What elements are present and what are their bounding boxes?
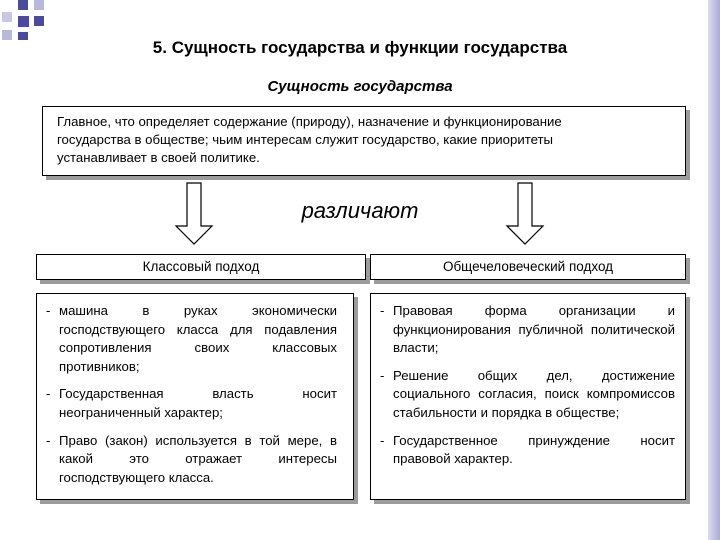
list-item: - машина в руках экономически господствующего класса для подавления сопротивления своих классовых противников; <box>43 302 337 376</box>
list-item: - Правовая форма организации и функционирования публичной политической власти; <box>377 302 675 358</box>
universal-approach-heading: Общечеловеческий подход <box>442 259 614 274</box>
definition-line: государства в обществе; чьим интересам служит государство, какие приоритеты <box>57 132 553 147</box>
corner-square-light <box>34 0 44 10</box>
list-item: - Государственное принуждение носит правовой характер. <box>377 432 675 469</box>
corner-square-dark <box>34 16 44 26</box>
corner-square-light <box>2 12 12 22</box>
universal-approach-list-box <box>370 293 686 500</box>
section-subtitle: Сущность государства <box>267 78 453 95</box>
definition-line: Главное, что определяет содержание (природу), назначение и функционирование <box>57 114 562 129</box>
essence-definition-box <box>42 106 686 176</box>
class-approach-list <box>43 302 337 496</box>
class-approach-heading-box <box>36 254 366 280</box>
list-item: - Государственная власть носит неограниченный характер; <box>43 385 337 422</box>
universal-approach-list <box>377 302 675 478</box>
class-approach-heading: Классовый подход <box>142 259 260 274</box>
universal-approach-heading-box <box>370 254 686 280</box>
class-approach-list-box <box>36 293 354 500</box>
list-item: - Право (закон) используется в той мере, в какой это отражает интересы господствующего класса. <box>43 432 337 488</box>
corner-square-dark <box>18 16 29 27</box>
corner-square-dark <box>18 0 28 10</box>
distinguish-label: различают <box>301 198 419 223</box>
page-title: 5. Сущность государства и функции государства <box>152 38 568 57</box>
definition-line: устанавливает в своей политике. <box>57 150 260 165</box>
list-item: - Решение общих дел, достижение социального согласия, поиск компромиссов стабильности и порядка в обществе; <box>377 367 675 423</box>
